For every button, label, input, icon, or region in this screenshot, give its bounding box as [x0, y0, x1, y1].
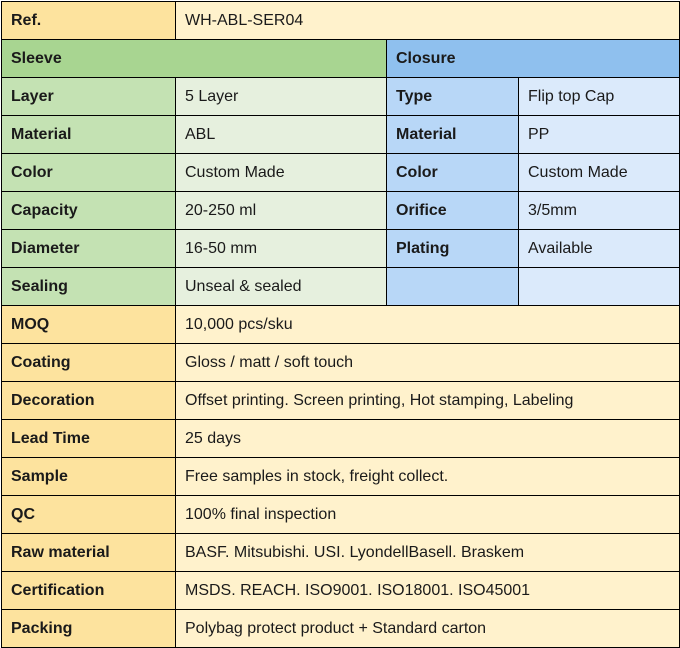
closure-value-empty	[519, 268, 680, 306]
spec-value: MSDS. REACH. ISO9001. ISO18001. ISO45001	[176, 572, 680, 610]
closure-label-empty	[387, 268, 519, 306]
closure-value: Flip top Cap	[519, 78, 680, 116]
table-row	[2, 420, 680, 458]
closure-label: Type	[387, 78, 519, 116]
spec-label: Certification	[2, 572, 176, 610]
closure-header: Closure	[387, 40, 680, 78]
spec-value: Polybag protect product + Standard carton	[176, 610, 680, 648]
sleeve-value: Unseal & sealed	[176, 268, 387, 306]
closure-value: Available	[519, 230, 680, 268]
sleeve-label: Diameter	[2, 230, 176, 268]
spec-table	[1, 1, 680, 648]
spec-value: BASF. Mitsubishi. USI. LyondellBasell. Braskem	[176, 534, 680, 572]
spec-label: Raw material	[2, 534, 176, 572]
table-row	[2, 610, 680, 648]
closure-value: PP	[519, 116, 680, 154]
spec-label: QC	[2, 496, 176, 534]
closure-value: 3/5mm	[519, 192, 680, 230]
spec-value: Free samples in stock, freight collect.	[176, 458, 680, 496]
table-row	[2, 344, 680, 382]
spec-label: Lead Time	[2, 420, 176, 458]
section-header-row	[2, 40, 680, 78]
table-row	[2, 572, 680, 610]
sleeve-value: 16-50 mm	[176, 230, 387, 268]
sleeve-label: Color	[2, 154, 176, 192]
sleeve-value: ABL	[176, 116, 387, 154]
sleeve-label: Layer	[2, 78, 176, 116]
closure-label: Material	[387, 116, 519, 154]
closure-label: Color	[387, 154, 519, 192]
sleeve-label: Material	[2, 116, 176, 154]
closure-value: Custom Made	[519, 154, 680, 192]
table-row	[2, 306, 680, 344]
sleeve-value: 5 Layer	[176, 78, 387, 116]
closure-label: Orifice	[387, 192, 519, 230]
spec-value: Gloss / matt / soft touch	[176, 344, 680, 382]
table-row	[2, 230, 680, 268]
table-row	[2, 268, 680, 306]
spec-value: Offset printing. Screen printing, Hot stamping, Labeling	[176, 382, 680, 420]
sleeve-value: 20-250 ml	[176, 192, 387, 230]
sleeve-label: Capacity	[2, 192, 176, 230]
spec-value: 100% final inspection	[176, 496, 680, 534]
table-row	[2, 154, 680, 192]
spec-label: Packing	[2, 610, 176, 648]
table-row	[2, 192, 680, 230]
sleeve-header: Sleeve	[2, 40, 387, 78]
ref-row	[2, 2, 680, 40]
sleeve-label: Sealing	[2, 268, 176, 306]
table-row	[2, 78, 680, 116]
spec-label: Coating	[2, 344, 176, 382]
ref-label: Ref.	[2, 2, 176, 40]
spec-label: Decoration	[2, 382, 176, 420]
table-row	[2, 496, 680, 534]
table-row	[2, 458, 680, 496]
table-row	[2, 382, 680, 420]
spec-label: Sample	[2, 458, 176, 496]
spec-value: 25 days	[176, 420, 680, 458]
table-row	[2, 116, 680, 154]
spec-value: 10,000 pcs/sku	[176, 306, 680, 344]
sleeve-value: Custom Made	[176, 154, 387, 192]
spec-label: MOQ	[2, 306, 176, 344]
ref-value: WH-ABL-SER04	[176, 2, 680, 40]
closure-label: Plating	[387, 230, 519, 268]
table-row	[2, 534, 680, 572]
